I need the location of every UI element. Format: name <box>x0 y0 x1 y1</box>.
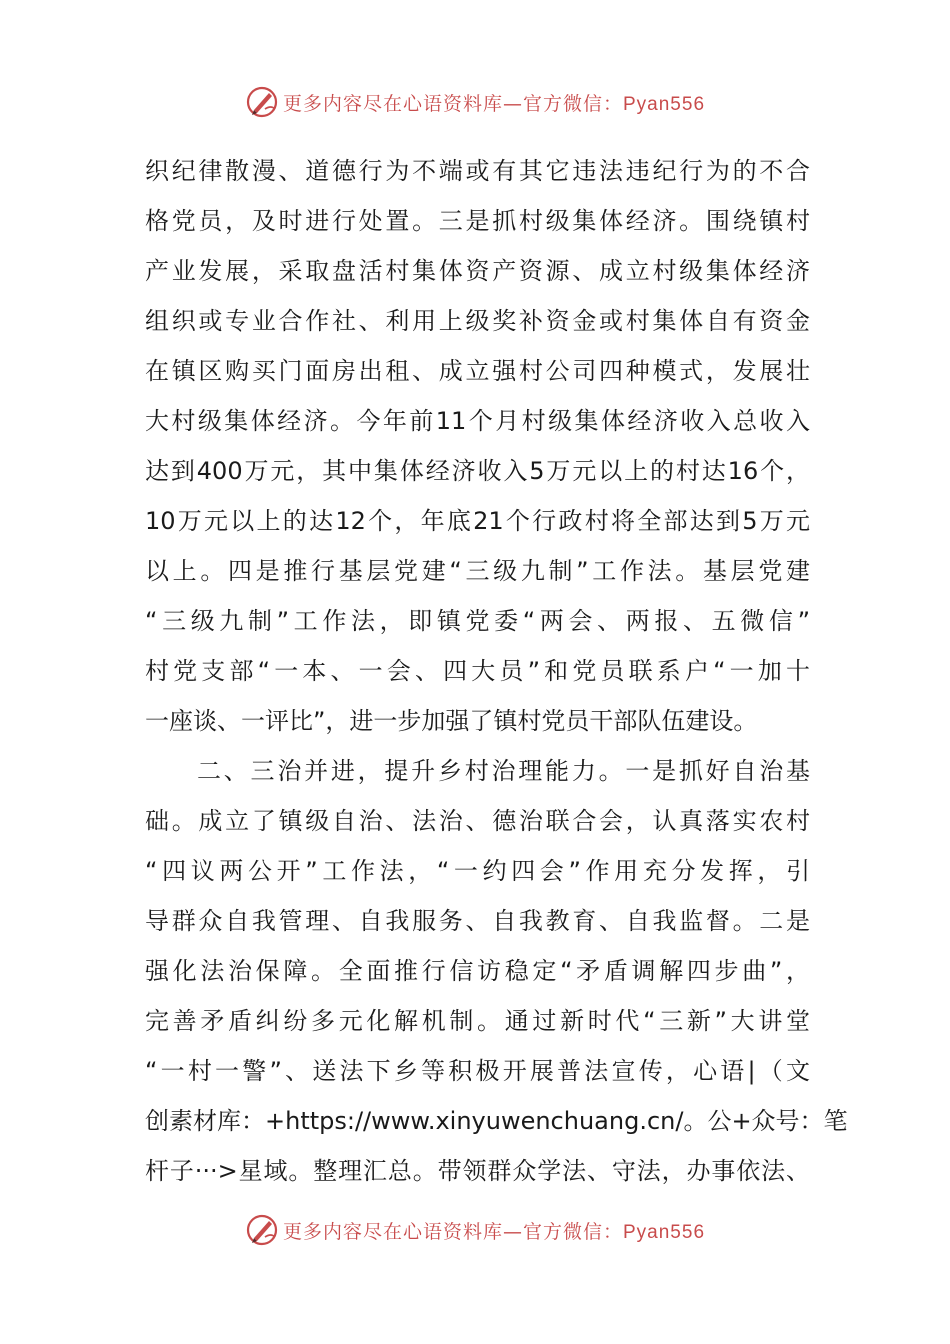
text-line: “四议两公开”工作法，“一约四会”作用充分发挥，引 <box>145 857 810 885</box>
text-line: 杆子···>星域。整理汇总。带领群众学法、守法，办事依法、 <box>145 1157 810 1185</box>
header-banner <box>0 82 950 122</box>
text-line: 产业发展，采取盘活村集体资产资源、成立村级集体经济 <box>145 257 810 285</box>
text-line: 强化法治保障。全面推行信访稳定“矛盾调解四步曲”， <box>145 957 810 985</box>
text-line: 织纪律散漫、道德行为不端或有其它违法违纪行为的不合 <box>145 157 810 185</box>
header-banner-text <box>283 89 705 116</box>
text-line: 以上。四是推行基层党建“三级九制”工作法。基层党建 <box>145 557 810 585</box>
text-line: 导群众自我管理、自我服务、自我教育、自我监督。二是 <box>145 907 810 935</box>
text-line: 一座谈、一评比”，进一步加强了镇村党员干部队伍建设。 <box>145 707 758 735</box>
text-line: 础。成立了镇级自治、法治、德治联合会，认真落实农村 <box>145 807 810 835</box>
text-line: 在镇区购买门面房出租、成立强村公司四种模式，发展壮 <box>145 357 810 385</box>
document-body <box>145 146 848 1196</box>
text-line: 格党员，及时进行处置。三是抓村级集体经济。围绕镇村 <box>145 207 810 235</box>
header-wechat-id: Pyan556 <box>623 93 706 115</box>
footer-banner <box>0 1210 950 1250</box>
header-banner-label: 更多内容尽在心语资料库—官方微信： <box>282 92 623 115</box>
text-line: 村党支部“一本、一会、四大员”和党员联系户“一加十 <box>145 657 810 685</box>
pen-logo-icon <box>245 1213 279 1247</box>
pen-logo-icon <box>245 85 279 119</box>
footer-banner-text <box>283 1217 705 1244</box>
footer-banner-label: 更多内容尽在心语资料库—官方微信： <box>282 1220 623 1243</box>
text-line: 10万元以上的达12个，年底21个行政村将全部达到5万元 <box>145 507 810 535</box>
text-line: 完善矛盾纠纷多元化解机制。通过新时代“三新”大讲堂 <box>145 1007 810 1035</box>
paragraph-heading-line: 二、三治并进，提升乡村治理能力。一是抓好自治基 <box>197 757 810 785</box>
text-line: 创素材库：+https://www.xinyuwenchuang.cn/。公+众号：笔 <box>145 1107 848 1135</box>
text-line: “三级九制”工作法，即镇党委“两会、两报、五微信” <box>145 607 810 635</box>
text-line: 大村级集体经济。今年前11个月村级集体经济收入总收入 <box>145 407 810 435</box>
text-line: 达到400万元，其中集体经济收入5万元以上的村达16个， <box>145 457 810 485</box>
text-line: “一村一警”、送法下乡等积极开展普法宣传，心语|（文 <box>145 1057 810 1085</box>
footer-wechat-id: Pyan556 <box>623 1221 706 1243</box>
text-line: 组织或专业合作社、利用上级奖补资金或村集体自有资金 <box>145 307 810 335</box>
